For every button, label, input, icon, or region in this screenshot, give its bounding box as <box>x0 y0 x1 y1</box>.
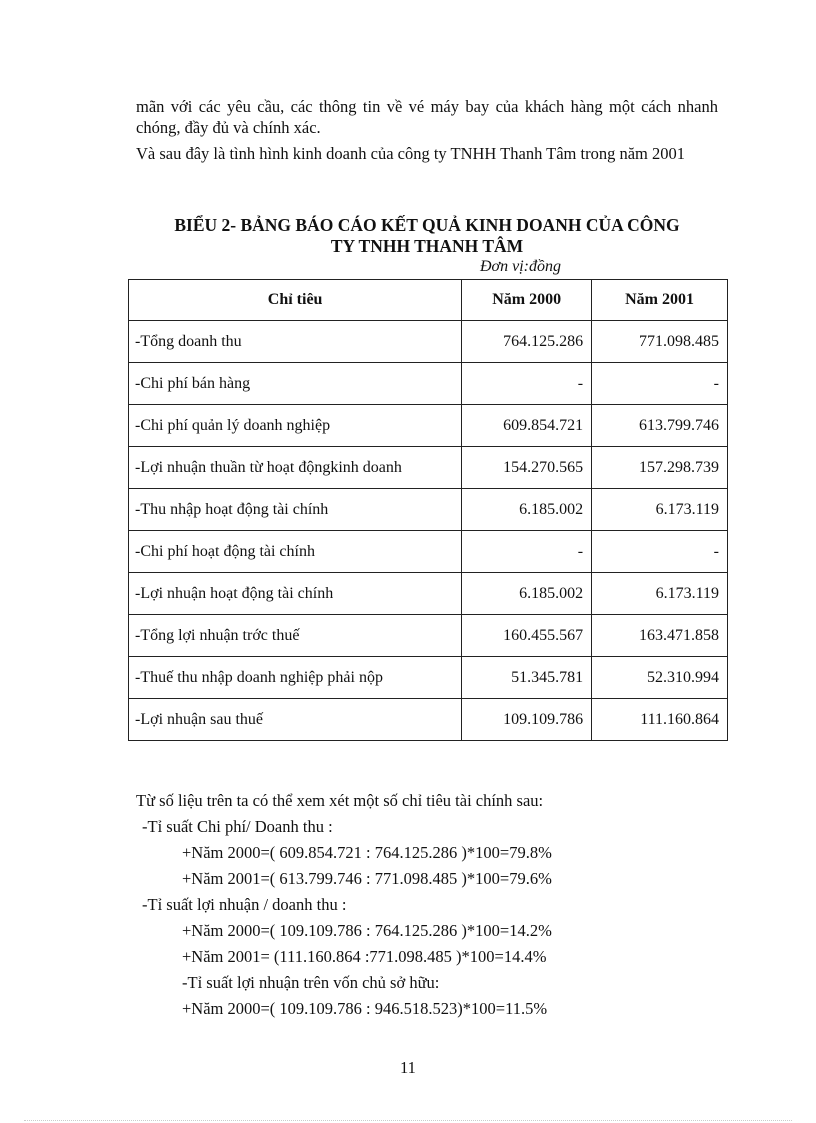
value-2000: - <box>462 531 592 573</box>
value-2001: - <box>592 531 728 573</box>
table-row <box>129 363 728 405</box>
table-row <box>129 615 728 657</box>
row-label: -Tổng doanh thu <box>129 321 462 363</box>
table-row <box>129 699 728 741</box>
row-label: -Thuế thu nhập doanh nghiệp phải nộp <box>129 657 462 699</box>
page-bottom-rule <box>24 1120 792 1121</box>
table-title-line1: BIỂU 2- BẢNG BÁO CÁO KẾT QUẢ KINH DOANH CỦA CÔNG <box>174 215 680 235</box>
page-number: 11 <box>400 1058 416 1077</box>
value-2000: - <box>462 363 592 405</box>
value-2001: 163.471.858 <box>592 615 728 657</box>
value-2000: 160.455.567 <box>462 615 592 657</box>
table-title-line2: TY TNHH THANH TÂM <box>330 236 524 256</box>
ratio-profit-equity-2000: +Năm 2000=( 109.109.786 : 946.518.523)*100=11.5% <box>182 999 548 1018</box>
ratio-profit-revenue-2001: +Năm 2001= (111.160.864 :771.098.485 )*100=14.4% <box>182 947 547 966</box>
value-2001: 613.799.746 <box>592 405 728 447</box>
header-year-2000: Năm 2000 <box>462 280 592 321</box>
ratio-cost-revenue-label: -Tỉ suất Chi phí/ Doanh thu : <box>142 817 333 836</box>
table-row <box>129 405 728 447</box>
row-label: -Chi phí quản lý doanh nghiệp <box>129 405 462 447</box>
business-results-table <box>128 279 728 741</box>
value-2001: 111.160.864 <box>592 699 728 741</box>
table-title <box>136 215 718 257</box>
ratio-profit-revenue-2000: +Năm 2000=( 109.109.786 : 764.125.286 )*100=14.2% <box>182 921 552 940</box>
value-2000: 109.109.786 <box>462 699 592 741</box>
value-2001: 771.098.485 <box>592 321 728 363</box>
value-2001: 6.173.119 <box>592 489 728 531</box>
ratio-cost-revenue-2001: +Năm 2001=( 613.799.746 : 771.098.485 )*100=79.6% <box>182 869 552 888</box>
table-row <box>129 573 728 615</box>
value-2001: - <box>592 363 728 405</box>
unit-note: Đơn vị:đồng <box>480 258 561 275</box>
ratio-profit-equity-label: -Tỉ suất lợi nhuận trên vốn chủ sở hữu: <box>182 973 440 992</box>
value-2001: 157.298.739 <box>592 447 728 489</box>
analysis-intro: Từ số liệu trên ta có thể xem xét một số chỉ tiêu tài chính sau: <box>136 791 544 810</box>
value-2000: 764.125.286 <box>462 321 592 363</box>
table-row <box>129 321 728 363</box>
financial-ratios-section <box>136 788 736 1022</box>
header-indicator: Chỉ tiêu <box>129 280 462 321</box>
row-label: -Chi phí hoạt động tài chính <box>129 531 462 573</box>
ratio-profit-revenue-label: -Tỉ suất lợi nhuận / doanh thu : <box>142 895 347 914</box>
value-2000: 6.185.002 <box>462 573 592 615</box>
value-2001: 52.310.994 <box>592 657 728 699</box>
table-row <box>129 447 728 489</box>
row-label: -Lợi nhuận thuần từ hoạt độngkinh doanh <box>129 447 462 489</box>
value-2001: 6.173.119 <box>592 573 728 615</box>
value-2000: 51.345.781 <box>462 657 592 699</box>
header-year-2001: Năm 2001 <box>592 280 728 321</box>
row-label: -Chi phí bán hàng <box>129 363 462 405</box>
table-row <box>129 657 728 699</box>
value-2000: 6.185.002 <box>462 489 592 531</box>
ratio-cost-revenue-2000: +Năm 2000=( 609.854.721 : 764.125.286 )*100=79.8% <box>182 843 552 862</box>
table-row <box>129 489 728 531</box>
row-label: -Lợi nhuận hoạt động tài chính <box>129 573 462 615</box>
paragraph-intro: mãn với các yêu cầu, các thông tin về vé máy bay của khách hàng một cách nhanh chóng, đầy đủ và chính xác. <box>136 97 718 137</box>
table-header-row <box>129 280 728 321</box>
row-label: -Lợi nhuận sau thuế <box>129 699 462 741</box>
value-2000: 609.854.721 <box>462 405 592 447</box>
table-row <box>129 531 728 573</box>
row-label: -Thu nhập hoạt động tài chính <box>129 489 462 531</box>
paragraph-lead-in: Và sau đây là tình hình kinh doanh của công ty TNHH Thanh Tâm trong năm 2001 <box>136 144 685 163</box>
value-2000: 154.270.565 <box>462 447 592 489</box>
row-label: -Tổng lợi nhuận trớc thuế <box>129 615 462 657</box>
